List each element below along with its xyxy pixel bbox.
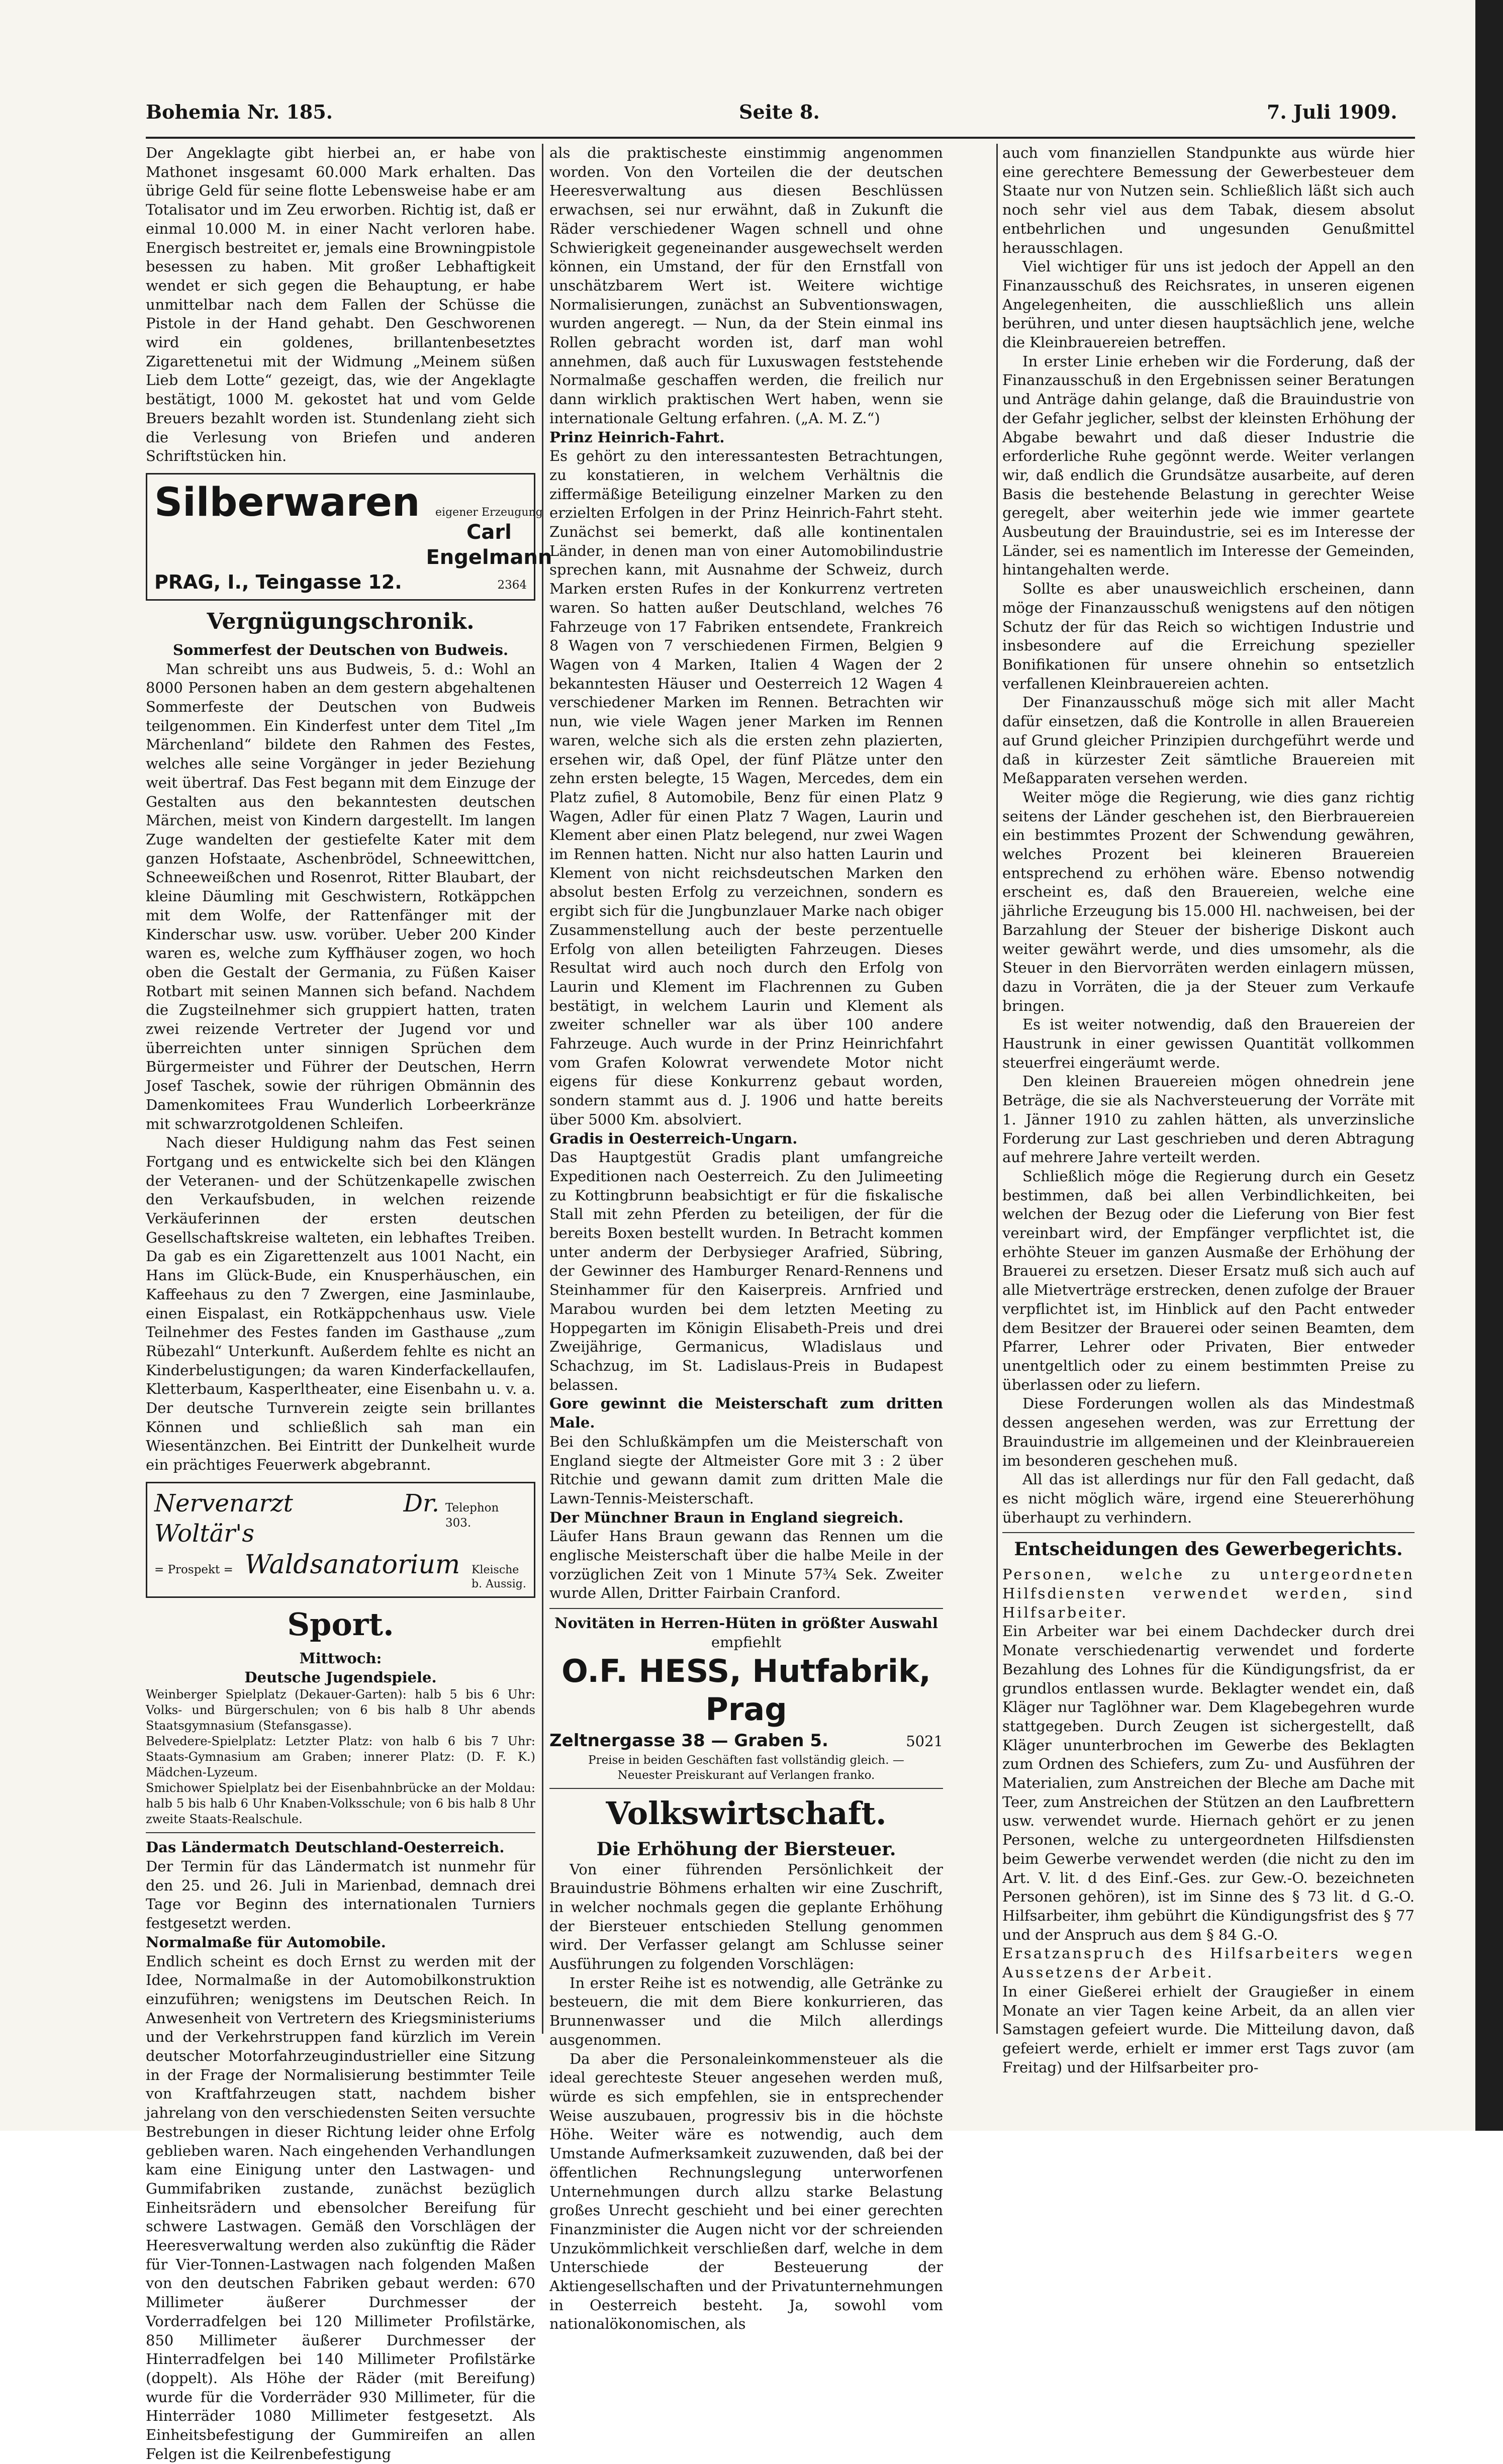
divider [549, 1788, 943, 1789]
page-number: Seite 8. [739, 101, 820, 123]
article-paragraph: auch vom finanziellen Standpunkte aus würde hier eine gerechtere Bemessung der Gewerbesteuer dem Staate nur von Nutzen sein. Schließlich läßt sich auch noch sehr viel aus dem Tabak, diesem absolut entbehrlichen und ungesunden Genußmittel herausschlagen. [1002, 144, 1415, 256]
issue-number: Bohemia Nr. 185. [146, 101, 333, 123]
article-paragraph: Viel wichtiger für uns ist jedoch der Appell an den Finanzausschuß des Reichsrates, in unseren eigenen Angelegenheiten, die ausschließlich uns allein berühren, und unter diesen hauptsächlich jene, welche die Kleinbrauereien betreffen. [1002, 258, 1415, 351]
article-paragraph: All das ist allerdings nur für den Fall gedacht, daß es nicht möglich wäre, irgend eine Steuererhöhung überhaupt zu verhindern. [1002, 1471, 1415, 1526]
divider [549, 1608, 943, 1609]
ad-tag: eigener Erzeugung [435, 506, 543, 519]
column-middle [549, 144, 943, 2333]
article-paragraph: Diese Forderungen wollen als das Mindestmaß dessen angesehen werden, was zur Errettung der Brauindustrie im allgemeinen und der Kleinbrauereien im besonderen geschehen muß. [1002, 1395, 1415, 1469]
article-title: Das Ländermatch Deutschland-Oesterreich. [146, 1839, 505, 1856]
binding-edge [1475, 0, 1503, 2131]
section-title: Entscheidungen des Gewerbegerichts. [1014, 1539, 1403, 1560]
column-left [146, 144, 552, 2462]
article-title: Prinz Heinrich-Fahrt. [549, 428, 725, 446]
section-title: Vergnügungschronik. [207, 608, 475, 634]
article-paragraph: Läufer Hans Braun gewann das Rennen um die englische Meisterschaft über die halbe Meile in der vorzüglichen Zeit von 1 Minute 57¾ Sek. Zweiter wurde Allen, Dritter Fairbain Cranford. [549, 1528, 943, 1602]
ad-maker: Carl Engelmann [426, 520, 552, 569]
sport-day: Mittwoch: [299, 1649, 382, 1667]
article-paragraph: Von einer führenden Persönlichkeit der Brauindustrie Böhmens erhalten wir eine Zuschrift, in welcher nochmals gegen die geplante Erhöhung der Biersteuer entschieden Stellung genommen wird. Der Verfasser gelangt am Schlusse seiner Ausführungen zu folgenden Vorschlägen: [549, 1860, 943, 1973]
sanatorium-ad [146, 1482, 535, 1598]
article-paragraph: In erster Reihe ist es notwendig, alle Getränke zu besteuern, die mit dem Biere konkurrieren, das Brunnenwasser und die Milch allerdings ausgenommen. [549, 1974, 943, 2048]
article-paragraph: Da aber die Personaleinkommensteuer als die ideal gerechteste Steuer angesehen werden muß, würde es sich empfehlen, sie in entsprechender Weise auszubauen, progressiv bis in die höchste Höhe. Weiter wäre es notwendig, auch dem Umstande Aufmerksamkeit zuzuwenden, daß bei der öffentlichen Rechnungslegung unterworfenen Unternehmungen durch allzu starke Belastung großes Unrecht geschieht und bei einer gerechten Finanzminister die Augen nicht vor der schreienden Unzukömmlichkeit verschließen darf, welche in dem Unterschiede der Besteuerung der Aktiengesellschaften und der Privatunternehmungen in Oesterreich besteht. Ja, sowohl vom nationalökonomischen, als [549, 2050, 943, 2333]
article-subtitle: Personen, welche zu untergeordneten Hilfsdiensten verwendet werden, sind Hilfsarbeiter. [1002, 1566, 1415, 1621]
article-paragraph: Den kleinen Brauereien mögen ohnedrein jene Beträge, die sie als Nachversteuerung der Vorräte mit 1. Jänner 1910 zu zahlen hätten, als unverzinsliche Forderung zur Last geschrieben und deren Abtragung auf mehrere Jahre verteilt werden. [1002, 1073, 1415, 1166]
ad-place: Kleische b. Aussig. [472, 1563, 526, 1590]
list-item: Belvedere-Spielplatz: Letzter Platz: von halb 6 bis 7 Uhr: Staats-Gymnasium am Graben; innerer Platz: (D. F. K.) Mädchen-Lyzeum. [146, 1734, 535, 1780]
article-paragraph: In einer Gießerei erhielt der Graugießer in einem Monate an vier Tagen keine Arbeit, da an allen vier Samstagen gefeiert wurde. Die Mitteilung davon, daß gefeiert werde, erhielt er immer erst Tags zuvor (am Freitag) und der Hilfsarbeiter pro- [1002, 1982, 1415, 2076]
article-paragraph: Der Finanzausschuß möge sich mit aller Macht dafür einsetzen, daß die Kontrolle in allen Brauereien auf Grund gleicher Prinzipien durchgeführt werde und daß in kürzester Zeit sämtliche Brauereien mit Meßapparaten versehen werden. [1002, 694, 1415, 787]
ad-ref: 2364 [497, 578, 527, 592]
issue-date: 7. Juli 1909. [1267, 101, 1397, 123]
divider [146, 1832, 535, 1833]
ad-phone: Telephon 303. [445, 1501, 499, 1530]
ad-address: Zeltnergasse 38 — Graben 5. [549, 1730, 828, 1751]
ad-sanatorium: Waldsanatorium [244, 1549, 460, 1580]
ad-line: Novitäten in Herren-Hüten in größter Auswahl [554, 1615, 938, 1632]
article-paragraph: Es gehört zu den interessantesten Betrachtungen, zu konstatieren, in welchem Verhältnis die ziffermäßige Beteiligung einzelner Marken zu den erzielten Erfolgen in der Prinz Heinrich-Fahrt steht. Zunächst sei bemerkt, daß alle kontinentalen Länder, in denen man von einer Automobilindustrie sprechen kann, mit Ausnahme der Schweiz, durch Marken ersten Rufes in der Konkurrenz vertreten waren. So hatten außer Deutschland, welches 76 Fahrzeuge von 17 Fabriken entsendete, Frankreich 8 Wagen von 7 verschiedenen Firmen, Belgien 9 Wagen von 4 Marken, Italien 4 Wagen der 2 bekanntesten Häuser und Oesterreich 12 Wagen 4 verschiedener Marken im Rennen. Betrachten wir nun, wie viele Wagen jener Marken im Rennen waren, welche sich als die ersten zehn plazierten, ersehen wir, daß Opel, der fünf Plätze unter den zehn ersten belegte, 15 Wagen, Mercedes, dem ein Platz zufiel, 8 Automobile, Benz für einen Platz 9 Wagen, Adler für einen Platz 7 Wagen, Laurin und Klement aber einen Platz belegend, nur zwei Wagen im Rennen hatten. Nicht nur also hatten Laurin und Klement von nicht reichsdeutschen Marken den absolut besten Erfolg zu verzeichnen, sondern es ergibt sich für die Jungbunzlauer Marke nach obiger Zusammenstellung auch der beste perzentuelle Erfolg von allen beteiligten Fahrzeugen. Dieses Resultat wird auch noch durch den Erfolg von Laurin und Klement im Flachrennen zu Guben bestätigt, in welchem Laurin und Klement als zweiter schneller war als über 100 andere Fahrzeuge. Auch wurde in der Prinz Heinrichfahrt vom Grafen Kolowrat verwendete Motor nicht eigens für diese Konkurrenz gebaut worden, sondern stammt aus d. J. 1906 und hatte bereits über 5000 Km. absolviert. [549, 447, 943, 1128]
article-subtitle: Ersatzanspruch des Hilfsarbeiters wegen Aussetzens der Arbeit. [1002, 1945, 1415, 1981]
ad-firm: O.F. HESS, Hutfabrik, Prag [561, 1652, 931, 1728]
ad-line: Neuester Preiskurant auf Verlangen franko. [617, 1768, 875, 1782]
ad-prospekt: = Prospekt = [154, 1563, 233, 1576]
article-paragraph: Weiter möge die Regierung, wie dies ganz richtig seitens der Länder geschehen ist, den Bierbrauereien ein bestimmtes Prozent der Schwendung gewähren, welches Prozent bei kleineren Brauereien entsprechend zu erhöhen wäre. Ebenso notwendig erscheint es, daß den Brauereien, welche eine jährliche Erzeugung bis 15.000 Hl. nachweisen, bei der Barzahlung der Steuer der bisherige Diskont auch weiter gewährt werde, und dies umsomehr, als die Steuer in den Biervorräten werden einlagern müssen, dazu in Vorräten, die ja der Steuer zum Verkaufe bringen. [1002, 788, 1415, 1014]
article-title: Gore gewinnt die Meisterschaft zum dritten Male. [549, 1395, 943, 1432]
article-title: Sommerfest der Deutschen von Budweis. [172, 641, 509, 658]
silverware-ad [146, 473, 552, 601]
sport-games: Deutsche Jugendspiele. [244, 1668, 437, 1686]
section-title: Volkswirtschaft. [606, 1794, 887, 1832]
article-paragraph: als die praktischeste einstimmig angenommen worden. Von den Vorteilen die der deutschen Heeresverwaltung aus diesen Beschlüssen erwachsen, sei nur erwähnt, daß in Zukunft die Räder verschiedener Wagen schnell und ohne Schwierigkeit gegeneinander ausgewechselt werden können, ein Umstand, der für den Ernstfall von unschätzbarem Wert ist. Weitere wichtige Normalisierungen, zunächst an Subventionswagen, wurden angeregt. — Nun, da der Stein einmal ins Rollen gebracht worden ist, darf man wohl annehmen, daß auch für Luxuswagen feststehende Normalmaße geschaffen werden, die freilich nur dann wirklich praktischen Wert haben, wenn sie internationale Geltung erfahren. („A. M. Z.“) [549, 144, 943, 427]
article-title: Normalmaße für Automobile. [146, 1933, 386, 1951]
hat-ad [549, 1614, 943, 1782]
article-paragraph: Sollte es aber unausweichlich erscheinen, dann möge der Finanzausschuß wenigstens auf den nötigen Schutz der für das Reich so wichtigen Industrie und insbesondere auf die Erreichung spezieller Bonifikationen für unsere ohnehin so entsetzlich verfallenen Kleinbrauereien achten. [1002, 580, 1415, 692]
article-title: Der Münchner Braun in England siegreich. [549, 1508, 904, 1526]
column-rule [542, 144, 543, 2034]
header-rule [146, 137, 1415, 139]
article-title: Die Erhöhung der Biersteuer. [596, 1838, 896, 1860]
column-rule [996, 144, 998, 2034]
article-paragraph: Schließlich möge die Regierung durch ein Gesetz bestimmen, daß bei allen Verbindlichkeiten, bei welchen der Bezug oder die Lieferung von Bier fest vereinbart wird, der Empfänger verpflichtet ist, die erhöhte Steuer im ganzen Ausmaße der Erhöhung der Brauerei zu ersetzen. Dieser Ersatz muß sich auch auf alle Mietverträge erstrecken, denen zufolge der Brauer verpflichtet ist, im Hinblick auf den Pacht entweder dem Besitzer der Brauerei oder seinen Beamten, dem Pfarrer, Lehrer oder Privaten, Bier entweder unentgeltlich oder zu einem bestimmten Preise zu überlassen oder zu liefern. [1002, 1167, 1415, 1393]
ad-doctor: Nervenarzt Dr. Woltär's [154, 1489, 439, 1548]
ad-title: Silberwaren [154, 480, 420, 525]
divider [1002, 1532, 1415, 1533]
section-title: Sport. [287, 1605, 394, 1643]
article-paragraph: Endlich scheint es doch Ernst zu werden mit der Idee, Normalmaße in der Automobilkonstruktion einzuführen; wenigstens im Deutschen Reich. In Anwesenheit von Vertretern des Kriegsministeriums und der Verkehrstruppen fand kürzlich im Verein deutscher Motorfahrzeugindustrieller eine Sitzung in der Frage der Normalisierung bestimmter Teile von Kraftfahrzeugen statt, nachdem bisher jahrelang von den verschiedensten Seiten versuchte Bestrebungen in dieser Richtung leider ohne Erfolg geblieben waren. Nach eingehenden Verhandlungen kam eine Einigung unter den Lastwagen- und Gummifabriken zustande, zunächst bezüglich Einheitsrädern und ebensolcher Bereifung für schwere Lastwagen. Gemäß den Vorschlägen der Heeresverwaltung werden also zukünftig die Räder für Vier-Tonnen-Lastwagen nach folgenden Maßen von den deutschen Fabriken gebaut werden: 670 Millimeter äußerer Durchmesser der Vorderradfelgen bei 120 Millimeter Profilstärke, 850 Millimeter äußerer Durchmesser der Hinterradfelgen bei 140 Millimeter Profilstärke (doppelt). Als Höhe der Räder (mit Bereifung) wurde für die Vorderräder 930 Millimeter, für die Hinterräder 1080 Millimeter festgesetzt. Als Einheitsbefestigung der Gummireifen an allen Felgen ist die Keilrenbefestigung [146, 1952, 535, 2462]
ad-line: empfiehlt [711, 1633, 782, 1651]
article-paragraph: Nach dieser Huldigung nahm das Fest seinen Fortgang und es entwickelte sich bei den Klängen der Veteranen- und der Schützenkapelle zwischen den Verkaufsbuden, in welchen reizende Verkäuferinnen der ersten deutschen Gesellschaftskreise walteten, ein lebhaftes Treiben. Da gab es ein Zigarettenzelt aus 1001 Nacht, ein Hans im Glück-Bude, ein Knusperhäuschen, ein Kaffeehaus zu den 7 Zwergen, eine Jasminlaube, einen Eispalast, ein Rotkäppchenhaus usw. Viele Teilnehmer des Festes fanden im Gasthause „zum Rübezahl“ Unterkunft. Außerdem fehlte es nicht an Kinderbelustigungen; da waren Kinderfackellaufen, Kletterbaum, Kasperltheater, eine Eisenbahn u. v. a. Der deutsche Turnverein zeigte sein brillantes Können und schließlich sah man ein Wiesentänzchen. Bei Eintritt der Dunkelheit wurde ein prächtiges Feuerwerk abgebrannt. [146, 1134, 535, 1474]
article-title: Gradis in Oesterreich-Ungarn. [549, 1129, 798, 1147]
article-paragraph: In erster Linie erheben wir die Forderung, daß der Finanzausschuß in den Ergebnissen seiner Beratungen und Anträge dahin gelange, daß die Brauindustrie von der Gefahr jeglicher, selbst der kleinsten Erhöhung der Abgabe bewahrt und daß dieser Industrie die erforderliche Ruhe gegönnt werde. Weiter verlangen wir, daß endlich die Grundsätze ausarbeite, auf deren Basis die bestehende Belastung in gerechter Weise geregelt, aber weiterhin jede wie immer geartete Ausbeutung der Brauindustrie, sei es im Interesse der Länder, sei es namentlich im Interesse der Gemeinden, hintangehalten werde. [1002, 352, 1415, 579]
column-right [1002, 144, 1415, 2076]
list-item: Smichower Spielplatz bei der Eisenbahnbrücke an der Moldau: halb 5 bis halb 6 Uhr Knaben-Volksschule; von 6 bis halb 8 Uhr zweite Staats-Realschule. [146, 1781, 535, 1827]
article-paragraph: Bei den Schlußkämpfen um die Meisterschaft von England siegte der Altmeister Gore mit 3 : 2 über Ritchie und gewann damit zum dritten Male die Lawn-Tennis-Meisterschaft. [549, 1433, 943, 1507]
article-paragraph: Das Hauptgestüt Gradis plant umfangreiche Expeditionen nach Oesterreich. Zu den Julimeeting zu Kottingbrunn beabsichtigt er für die fiskalische Stall mit zehn Pferden zu beteiligen, der für die bereits Boxen bestellt wurden. In Betracht kommen unter anderm der Derbysieger Arafried, Sübring, der Gewinner des Hamburger Renard-Rennens und Steinhammer für den Kaiserpreis. Arnfried und Marabou wurden bei dem letzten Meeting zu Hoppegarten im Königin Elisabeth-Preis und drei Zweijährige, Germanicus, Wladislaus und Schachzug, im St. Ladislaus-Preis in Budapest belassen. [549, 1149, 943, 1393]
sport-schedule [146, 1687, 535, 1827]
article-paragraph: Der Termin für das Ländermatch ist nunmehr für den 25. und 26. Juli in Marienbad, demnach drei Tage vor Beginn des internationalen Turniers festgesetzt werden. [146, 1858, 535, 1932]
ad-address: PRAG, I., Teingasse 12. [154, 571, 402, 593]
article-paragraph: Man schreibt uns aus Budweis, 5. d.: Wohl an 8000 Personen haben an dem gestern abgehaltenen Sommerfeste der Deutschen von Budweis teilgenommen. Ein Kinderfest unter dem Titel „Im Märchenland“ bildete den Rahmen des Festes, welches alle seine Vorgänger in jeder Beziehung weit übertraf. Das Fest begann mit dem Einzuge der Gestalten aus den bekanntesten deutschen Märchen, meist von Kindern dargestellt. Im langen Zuge wandelten der gestiefelte Kater mit dem ganzen Hofstaate, Aschenbrödel, Schneewittchen, Schneeweißchen und Rosenrot, Ritter Blaubart, der kleine Däumling mit Geschwistern, Rotkäppchen mit dem Wolfe, der Rattenfänger mit der Kinderschar usw. usw. vorüber. Ueber 200 Kinder waren es, welche zum Kyffhäuser zogen, wo hoch oben die Gestalt der Germania, zu Füßen Kaiser Rotbart mit seinen Mannen sich befand. Nachdem die Zugsteilnehmer sich gruppiert hatten, traten zwei reizende Vertreter der Jugend vor und überreichten unter sinnigen Sprüchen dem Bürgermeister und Führer der Deutschen, Herrn Josef Taschek, sowie der rührigen Obmännin des Damenkomitees Frau Wunderlich Lorbeerkränze mit schwarzrotgoldenen Schleifen. [146, 660, 535, 1132]
list-item: Weinberger Spielplatz (Dekauer-Garten): halb 5 bis 6 Uhr: Volks- und Bürgerschulen; von 6 bis halb 8 Uhr abends Staatsgymnasium (Stefansgasse). [146, 1687, 535, 1733]
article-paragraph: Ein Arbeiter war bei einem Dachdecker durch drei Monate verschiedenartig verwendet und forderte Bezahlung des Lohnes für die Kündigungsfrist, da er grundlos entlassen wurde. Beklagter wendet ein, daß Kläger nur Taglöhner war. Dem Klagebegehren wurde stattgegeben. Durch Zeugen ist sichergestellt, daß Kläger ununterbrochen im Gewerbe des Beklagten zum Ordnen des Schiefers, zum Zu- und Ausführen der Materialien, zum Anstreichen der Bleche am Dache mit Teer, zum Anstreichen der Stützen an den Laufbrettern usw. verwendet wurde. Hiernach gehört er zu jenen Personen, welche zu untergeordneten Hilfsdiensten beim Gewerbe verwendet werden (die nicht zu den im Art. V. lit. d des Einf.-Ges. zur Gew.-O. bezeichneten Personen gehören), ist im Sinne des § 73 lit. d G.-O. Hilfsarbeiter, ihm gebührt die Kündigungsfrist des § 77 und der Anspruch aus dem § 84 G.-O. [1002, 1623, 1415, 1943]
trial-report-end: Der Angeklagte gibt hierbei an, er habe von Mathonet insgesamt 60.000 Mark erhalten. Das übrige Geld für seine flotte Lebensweise habe er am Totalisator und im Zeu erworben. Richtig ist, daß er einmal 10.000 M. in einer Nacht verloren habe. Energisch bestreitet er, jemals eine Browningpistole besessen zu haben. Mit großer Lebhaftigkeit wendet er sich gegen die Behauptung, er habe unmittelbar nach dem Fallen der Schüsse die Pistole in der Hand gehabt. Den Geschworenen wird ein goldenes, brillantenbesetztes Zigarettenetui mit der Widmung „Meinem süßen Lieb dem Lotte“ gezeigt, das, wie der Angeklagte bestätigt, 1000 M. gekostet hat und vom Gelde Breuers bezahlt worden ist. Stundenlang zieht sich die Verlesung von Briefen und anderen Schriftstücken hin. [146, 144, 535, 465]
article-paragraph: Es ist weiter notwendig, daß den Brauereien der Haustrunk in einer gewissen Quantität vollkommen steuerfrei eingeräumt werde. [1002, 1016, 1415, 1071]
ad-line: Preise in beiden Geschäften fast vollständig gleich. — [588, 1753, 904, 1767]
ad-ref: 5021 [906, 1732, 943, 1750]
